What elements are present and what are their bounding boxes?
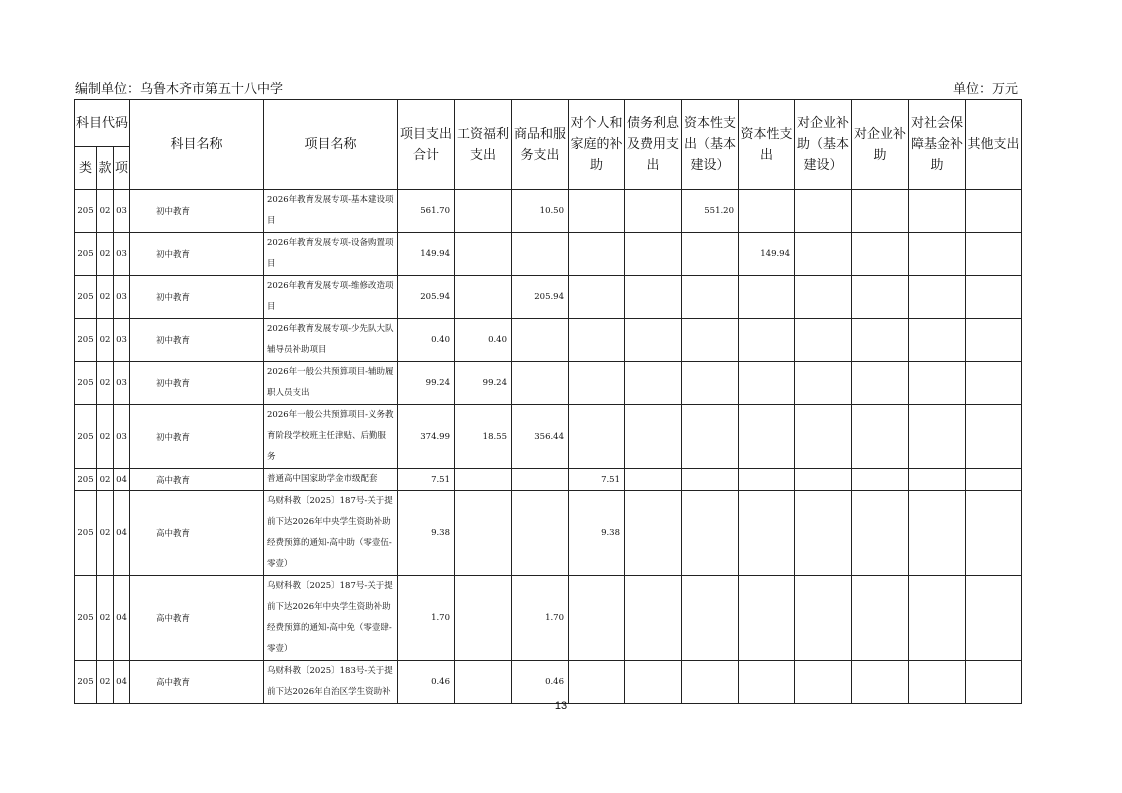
- cell-lei: 205: [75, 469, 97, 491]
- cell-other: [966, 491, 1022, 576]
- header-debt: 债务利息及费用支出: [625, 100, 682, 190]
- cell-capital: [739, 576, 795, 661]
- cell-xiang: 03: [114, 362, 130, 405]
- cell-enterprise-basic: [795, 319, 852, 362]
- page-number: 13: [554, 700, 568, 712]
- cell-xiang: 03: [114, 319, 130, 362]
- cell-kuan: 02: [97, 576, 114, 661]
- cell-capital-basic: [682, 276, 739, 319]
- header-capital: 资本性支出: [739, 100, 795, 190]
- cell-personal: [569, 362, 625, 405]
- cell-enterprise: [852, 405, 909, 469]
- cell-wage: [455, 233, 512, 276]
- cell-lei: 205: [75, 362, 97, 405]
- cell-subject-name: 高中教育: [130, 469, 264, 491]
- cell-capital-basic: [682, 469, 739, 491]
- cell-debt: [625, 576, 682, 661]
- cell-project-name: 2026年教育发展专项-少先队大队辅导员补助项目: [264, 319, 398, 362]
- cell-personal: [569, 190, 625, 233]
- cell-capital: [739, 190, 795, 233]
- cell-lei: 205: [75, 233, 97, 276]
- cell-total: 205.94: [398, 276, 455, 319]
- header-subject-name: 科目名称: [130, 100, 264, 190]
- cell-capital-basic: [682, 319, 739, 362]
- cell-goods: [512, 362, 569, 405]
- header-xiang: 项: [114, 147, 130, 190]
- cell-personal: 9.38: [569, 491, 625, 576]
- header-capital-basic: 资本性支出（基本建设）: [682, 100, 739, 190]
- cell-personal: [569, 405, 625, 469]
- table-row: [75, 576, 1022, 661]
- cell-subject-name: 高中教育: [130, 576, 264, 661]
- cell-xiang: 03: [114, 405, 130, 469]
- cell-lei: 205: [75, 190, 97, 233]
- cell-subject-name: 初中教育: [130, 362, 264, 405]
- header-social: 对社会保障基金补助: [909, 100, 966, 190]
- cell-other: [966, 405, 1022, 469]
- cell-project-name: 乌财科教〔2025〕187号-关于提前下达2026年中央学生资助补助经费预算的通知-高中免（零壹肆-零壹）: [264, 576, 398, 661]
- cell-other: [966, 661, 1022, 704]
- cell-kuan: 02: [97, 661, 114, 704]
- cell-total: 374.99: [398, 405, 455, 469]
- cell-enterprise: [852, 319, 909, 362]
- header-enterprise: 对企业补助: [852, 100, 909, 190]
- cell-debt: [625, 319, 682, 362]
- header-project-name: 项目名称: [264, 100, 398, 190]
- cell-total: 99.24: [398, 362, 455, 405]
- cell-enterprise: [852, 469, 909, 491]
- cell-xiang: 04: [114, 576, 130, 661]
- cell-capital: [739, 319, 795, 362]
- header-kuan: 款: [97, 147, 114, 190]
- cell-enterprise-basic: [795, 576, 852, 661]
- cell-personal: [569, 319, 625, 362]
- cell-total: 0.46: [398, 661, 455, 704]
- cell-wage: 18.55: [455, 405, 512, 469]
- cell-lei: 205: [75, 661, 97, 704]
- cell-total: 561.70: [398, 190, 455, 233]
- cell-xiang: 04: [114, 469, 130, 491]
- cell-wage: 0.40: [455, 319, 512, 362]
- cell-social: [909, 405, 966, 469]
- cell-kuan: 02: [97, 362, 114, 405]
- cell-wage: [455, 576, 512, 661]
- cell-project-name: 乌财科教〔2025〕187号-关于提前下达2026年中央学生资助补助经费预算的通知-高中助（零壹伍-零壹）: [264, 491, 398, 576]
- unit-org-label: 编制单位：乌鲁木齐市第五十八中学: [75, 82, 284, 97]
- cell-social: [909, 276, 966, 319]
- cell-total: 149.94: [398, 233, 455, 276]
- cell-total: 1.70: [398, 576, 455, 661]
- cell-debt: [625, 661, 682, 704]
- cell-project-name: 乌财科教〔2025〕183号-关于提前下达2026年自治区学生资助补: [264, 661, 398, 704]
- cell-capital-basic: [682, 233, 739, 276]
- cell-kuan: 02: [97, 190, 114, 233]
- cell-enterprise: [852, 576, 909, 661]
- cell-wage: [455, 469, 512, 491]
- cell-goods: [512, 491, 569, 576]
- header-code-group: 科目代码: [75, 100, 130, 147]
- cell-wage: 99.24: [455, 362, 512, 405]
- cell-goods: 205.94: [512, 276, 569, 319]
- cell-lei: 205: [75, 276, 97, 319]
- cell-personal: [569, 661, 625, 704]
- cell-other: [966, 190, 1022, 233]
- table-row: [75, 469, 1022, 491]
- budget-table: [74, 99, 1022, 704]
- cell-social: [909, 469, 966, 491]
- cell-debt: [625, 190, 682, 233]
- cell-lei: 205: [75, 319, 97, 362]
- cell-personal: [569, 576, 625, 661]
- header-other: 其他支出: [966, 100, 1022, 190]
- cell-enterprise-basic: [795, 469, 852, 491]
- cell-wage: [455, 276, 512, 319]
- cell-xiang: 04: [114, 491, 130, 576]
- unit-money-label: 单位：万元: [952, 82, 1018, 97]
- cell-kuan: 02: [97, 276, 114, 319]
- cell-social: [909, 661, 966, 704]
- cell-total: 7.51: [398, 469, 455, 491]
- table-row: [75, 491, 1022, 576]
- cell-other: [966, 233, 1022, 276]
- cell-capital: [739, 362, 795, 405]
- cell-debt: [625, 405, 682, 469]
- cell-personal: [569, 276, 625, 319]
- cell-capital-basic: [682, 491, 739, 576]
- table-row: [75, 661, 1022, 704]
- cell-debt: [625, 362, 682, 405]
- cell-enterprise-basic: [795, 276, 852, 319]
- cell-enterprise-basic: [795, 233, 852, 276]
- cell-capital-basic: [682, 405, 739, 469]
- cell-capital: [739, 661, 795, 704]
- cell-subject-name: 初中教育: [130, 190, 264, 233]
- header-total: 项目支出合计: [398, 100, 455, 190]
- cell-capital-basic: 551.20: [682, 190, 739, 233]
- cell-capital: [739, 276, 795, 319]
- table-row: [75, 405, 1022, 469]
- cell-goods: 356.44: [512, 405, 569, 469]
- cell-debt: [625, 233, 682, 276]
- cell-personal: [569, 233, 625, 276]
- cell-subject-name: 高中教育: [130, 491, 264, 576]
- cell-total: 9.38: [398, 491, 455, 576]
- table-row: [75, 190, 1022, 233]
- cell-goods: [512, 233, 569, 276]
- cell-kuan: 02: [97, 319, 114, 362]
- cell-lei: 205: [75, 491, 97, 576]
- cell-capital: 149.94: [739, 233, 795, 276]
- header-personal: 对个人和家庭的补助: [569, 100, 625, 190]
- cell-enterprise: [852, 491, 909, 576]
- cell-goods: [512, 319, 569, 362]
- cell-personal: 7.51: [569, 469, 625, 491]
- cell-subject-name: 初中教育: [130, 233, 264, 276]
- cell-kuan: 02: [97, 233, 114, 276]
- cell-debt: [625, 469, 682, 491]
- cell-xiang: 03: [114, 276, 130, 319]
- header-lei: 类: [75, 147, 97, 190]
- cell-project-name: 2026年教育发展专项-维修改造项目: [264, 276, 398, 319]
- cell-goods: 1.70: [512, 576, 569, 661]
- table-row: [75, 233, 1022, 276]
- cell-goods: [512, 469, 569, 491]
- cell-kuan: 02: [97, 469, 114, 491]
- cell-lei: 205: [75, 576, 97, 661]
- cell-enterprise-basic: [795, 491, 852, 576]
- cell-social: [909, 362, 966, 405]
- cell-xiang: 03: [114, 190, 130, 233]
- cell-debt: [625, 491, 682, 576]
- cell-xiang: 03: [114, 233, 130, 276]
- cell-enterprise-basic: [795, 661, 852, 704]
- cell-enterprise-basic: [795, 190, 852, 233]
- table-row: [75, 276, 1022, 319]
- cell-debt: [625, 276, 682, 319]
- cell-capital-basic: [682, 362, 739, 405]
- cell-subject-name: 初中教育: [130, 405, 264, 469]
- cell-project-name: 2026年一般公共预算项目-辅助履职人员支出: [264, 362, 398, 405]
- header-wage: 工资福利支出: [455, 100, 512, 190]
- cell-enterprise: [852, 190, 909, 233]
- cell-social: [909, 190, 966, 233]
- header-enterprise-basic: 对企业补助（基本建设）: [795, 100, 852, 190]
- cell-capital: [739, 469, 795, 491]
- cell-other: [966, 469, 1022, 491]
- cell-kuan: 02: [97, 491, 114, 576]
- cell-project-name: 2026年教育发展专项-设备购置项目: [264, 233, 398, 276]
- cell-goods: 0.46: [512, 661, 569, 704]
- cell-capital-basic: [682, 661, 739, 704]
- header-goods: 商品和服务支出: [512, 100, 569, 190]
- cell-lei: 205: [75, 405, 97, 469]
- cell-wage: [455, 491, 512, 576]
- cell-other: [966, 319, 1022, 362]
- cell-enterprise: [852, 233, 909, 276]
- cell-social: [909, 233, 966, 276]
- cell-other: [966, 362, 1022, 405]
- table-row: [75, 319, 1022, 362]
- cell-social: [909, 319, 966, 362]
- cell-enterprise: [852, 276, 909, 319]
- table-row: [75, 362, 1022, 405]
- cell-social: [909, 576, 966, 661]
- cell-kuan: 02: [97, 405, 114, 469]
- cell-subject-name: 初中教育: [130, 276, 264, 319]
- cell-subject-name: 初中教育: [130, 319, 264, 362]
- cell-capital: [739, 491, 795, 576]
- cell-enterprise-basic: [795, 362, 852, 405]
- cell-capital: [739, 405, 795, 469]
- cell-enterprise: [852, 362, 909, 405]
- cell-enterprise-basic: [795, 405, 852, 469]
- cell-project-name: 2026年教育发展专项-基本建设项目: [264, 190, 398, 233]
- cell-subject-name: 高中教育: [130, 661, 264, 704]
- cell-other: [966, 576, 1022, 661]
- cell-total: 0.40: [398, 319, 455, 362]
- cell-project-name: 普通高中国家助学金市级配套: [264, 469, 398, 491]
- cell-project-name: 2026年一般公共预算项目-义务教育阶段学校班主任津贴、后勤服务: [264, 405, 398, 469]
- cell-social: [909, 491, 966, 576]
- cell-other: [966, 276, 1022, 319]
- cell-wage: [455, 661, 512, 704]
- cell-goods: 10.50: [512, 190, 569, 233]
- cell-capital-basic: [682, 576, 739, 661]
- cell-xiang: 04: [114, 661, 130, 704]
- cell-wage: [455, 190, 512, 233]
- cell-enterprise: [852, 661, 909, 704]
